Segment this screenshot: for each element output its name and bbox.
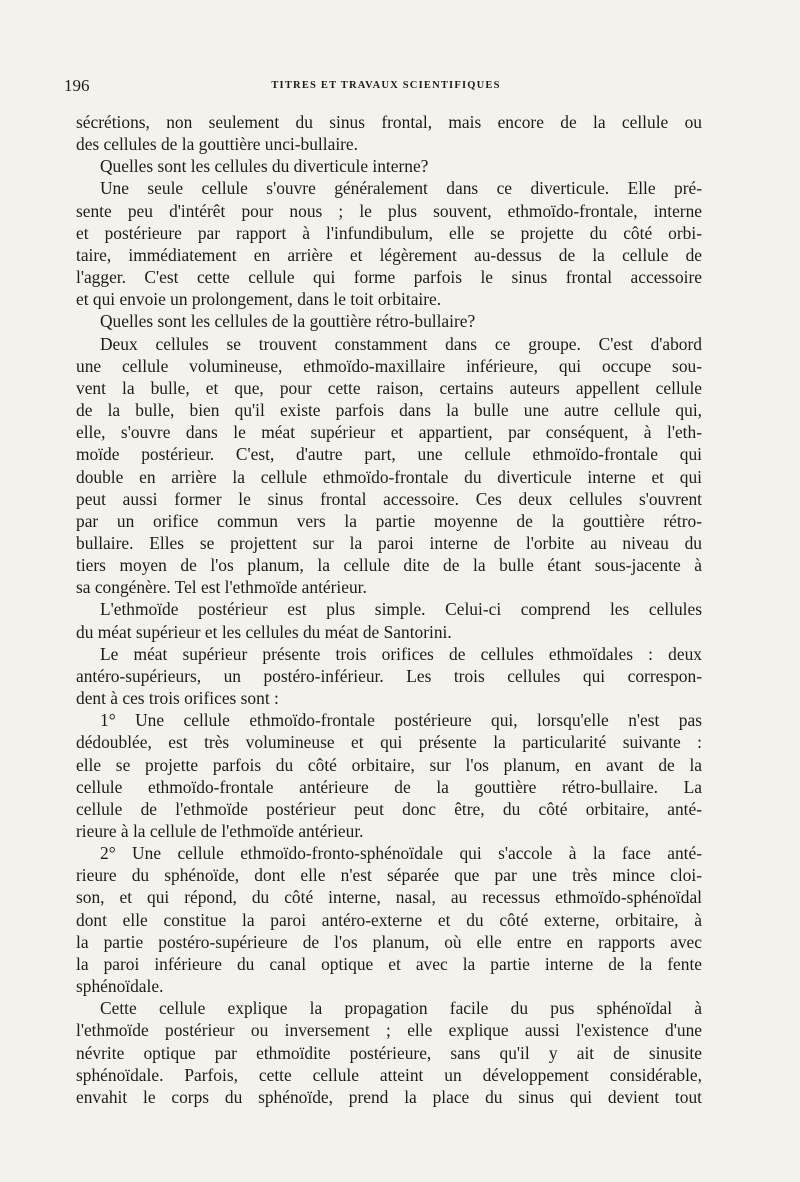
- text-line: taire, immédiatement en arrière et légèrement au-dessus de la cellule de: [76, 244, 702, 265]
- text-line: cellule ethmoïdo-frontale antérieure de la gouttière rétro-bullaire. La: [76, 776, 702, 797]
- running-title: TITRES ET TRAVAUX SCIENTIFIQUES: [271, 80, 501, 91]
- text-line: rieure à la cellule de l'ethmoïde antérieur.: [76, 821, 364, 841]
- text-line: et postérieure par rapport à l'infundibulum, elle se projette du côté orbi-: [76, 222, 702, 243]
- page-header: [64, 76, 708, 100]
- text-line: elle, s'ouvre dans le méat supérieur et appartient, par conséquent, à l'eth-: [76, 422, 702, 443]
- text-line: de la bulle, bien qu'il existe parfois dans la bulle une autre cellule qui,: [76, 400, 702, 421]
- text-line: L'ethmoïde postérieur est plus simple. Celui-ci comprend les cellules: [100, 599, 702, 620]
- text-line: Une seule cellule s'ouvre généralement dans ce diverticule. Elle pré-: [100, 178, 702, 199]
- text-line: Le méat supérieur présente trois orifices de cellules ethmoïdales : deux: [100, 643, 702, 664]
- text-line: antéro-supérieurs, un postéro-inférieur. Les trois cellules qui correspon-: [76, 665, 702, 686]
- text-line: dent à ces trois orifices sont :: [76, 688, 279, 709]
- text-line: tiers moyen de l'os planum, la cellule dite de la bulle étant sous-jacente à: [76, 555, 702, 576]
- text-line: dont elle constitue la paroi antéro-externe et du côté externe, orbitaire, à: [76, 909, 702, 930]
- text-line: son, et qui répond, du côté interne, nasal, au recessus ethmoïdo-sphénoïdal: [76, 887, 702, 908]
- text-line: l'agger. C'est cette cellule qui forme parfois le sinus frontal accessoire: [76, 267, 702, 288]
- text-line: rieure du sphénoïde, dont elle n'est séparée que par une très mince cloi-: [76, 865, 702, 886]
- text-line: Quelles sont les cellules du diverticule interne?: [100, 156, 429, 177]
- text-line: par un orifice commun vers la partie moyenne de la gouttière rétro-: [76, 510, 702, 531]
- text-line: Deux cellules se trouvent constamment dans ce groupe. C'est d'abord: [100, 333, 702, 354]
- text-line: cellule de l'ethmoïde postérieur peut donc être, du côté orbitaire, anté-: [76, 798, 702, 819]
- text-line: du méat supérieur et les cellules du méat de Santorini.: [76, 621, 452, 642]
- text-line: une cellule volumineuse, ethmoïdo-maxillaire inférieure, qui occupe sou-: [76, 355, 702, 376]
- text-line: 1° Une cellule ethmoïdo-frontale postérieure qui, lorsqu'elle n'est pas: [100, 710, 702, 731]
- text-line: sécrétions, non seulement du sinus frontal, mais encore de la cellule ou: [76, 112, 702, 132]
- text-line: vent la bulle, et que, pour cette raison, certains auteurs appellent cellule: [76, 377, 702, 398]
- text-line: dédoublée, est très volumineuse et qui présente la particularité suivante :: [76, 732, 702, 753]
- text-line: elle se projette parfois du côté orbitaire, sur l'os planum, en avant de la: [76, 754, 702, 775]
- text-line: 2° Une cellule ethmoïdo-fronto-sphénoïdale qui s'accole à la face anté-: [100, 843, 702, 864]
- text-line: Quelles sont les cellules de la gouttière rétro-bullaire?: [100, 311, 476, 332]
- text-line: névrite optique par ethmoïdite postérieure, sans qu'il y ait de sinusite: [76, 1042, 702, 1063]
- text-line: la partie postéro-supérieure de l'os planum, où elle entre en rapports avec: [76, 931, 702, 952]
- text-line: la paroi inférieure du canal optique et avec la partie interne de la fente: [76, 953, 702, 974]
- page-number: 196: [64, 76, 90, 95]
- text-line: sa congénère. Tel est l'ethmoïde antérieur.: [76, 577, 367, 598]
- body-text: [76, 111, 702, 1108]
- text-line: sphénoïdale. Parfois, cette cellule atteint un développement considérable,: [76, 1064, 702, 1085]
- text-line: envahit le corps du sphénoïde, prend la place du sinus qui devient tout: [76, 1086, 702, 1107]
- text-line: moïde postérieur. C'est, d'autre part, une cellule ethmoïdo-frontale qui: [76, 444, 702, 465]
- text-line: peut aussi former le sinus frontal accessoire. Ces deux cellules s'ouvrent: [76, 488, 702, 509]
- text-line: sente peu d'intérêt pour nous ; le plus souvent, ethmoïdo-frontale, interne: [76, 200, 702, 221]
- text-line: bullaire. Elles se projettent sur la paroi interne de l'orbite au niveau du: [76, 532, 702, 553]
- text-line: des cellules de la gouttière unci-bullaire.: [76, 134, 359, 155]
- text-line: sphénoïdale.: [76, 976, 164, 997]
- text-line: et qui envoie un prolongement, dans le toit orbitaire.: [76, 289, 442, 310]
- text-line: Cette cellule explique la propagation facile du pus sphénoïdal à: [100, 998, 702, 1019]
- text-line: double en arrière la cellule ethmoïdo-frontale du diverticule interne et qui: [76, 466, 702, 487]
- text-line: l'ethmoïde postérieur ou inversement ; elle explique aussi l'existence d'une: [76, 1020, 702, 1041]
